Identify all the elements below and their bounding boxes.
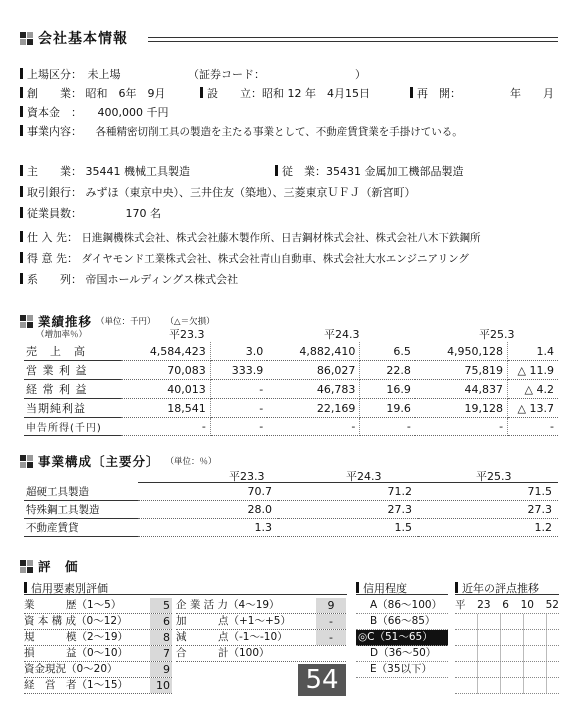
table-row (24, 380, 558, 399)
perf-cell: 44,837 (415, 380, 508, 399)
history-row (455, 598, 559, 614)
factor-label: 資金現況（0～20） (24, 663, 118, 675)
section-square-icon (20, 560, 33, 573)
comp-cell: 1.3 (138, 518, 278, 536)
perf-year-1: 平23.3 (169, 328, 205, 341)
comp-cell: 28.0 (138, 500, 278, 518)
grade-item: E（35以下） (356, 662, 448, 678)
table-row (24, 483, 558, 501)
perf-cell: 1.4 (508, 342, 558, 361)
history-empty-row (455, 646, 559, 662)
history-cell: 10 (520, 599, 534, 611)
history-cell: 6 (502, 599, 509, 611)
group-row: 系 列： 帝国ホールディングス株式会社 (20, 271, 238, 287)
comp-cell: 1.5 (278, 518, 418, 536)
comp-row-label: 超硬工具製造 (24, 483, 138, 501)
perf-cell: 86,027 (267, 361, 360, 380)
perf-cell: △ 13.7 (508, 399, 558, 418)
perf-cell: 3.0 (210, 342, 267, 361)
comp-year-2: 平24.3 (346, 470, 382, 483)
perf-cell: 4,584,423 (121, 342, 210, 361)
perf-cell: △ 11.9 (508, 361, 558, 380)
company-info-header (20, 28, 128, 48)
factor-score: 10 (150, 678, 172, 693)
growth-label: （増加率％） (36, 330, 88, 340)
perf-row-label: 申告所得(千円) (24, 418, 121, 436)
performance-rows (24, 342, 558, 436)
perf-cell: 6.5 (360, 342, 415, 361)
perf-row-label: 売 上 高 (24, 342, 121, 361)
comp-cell: 27.3 (418, 500, 558, 518)
grade-item: D（36～50） (356, 646, 448, 662)
total-score: 54 (298, 664, 346, 696)
factor-row (176, 614, 346, 630)
perf-cell: - (121, 418, 210, 436)
factor-row (176, 598, 346, 614)
left-factors (24, 598, 172, 694)
perf-cell: 22,169 (267, 399, 360, 418)
perf-cell: - (508, 418, 558, 436)
factor-score: 9 (316, 598, 346, 613)
perf-cell: 16.9 (360, 380, 415, 399)
page-title: 会社基本情報 (38, 31, 128, 47)
perf-row-label: 当期純利益 (24, 399, 121, 418)
perf-row-label: 営 業 利 益 (24, 361, 121, 380)
table-row (24, 518, 558, 536)
factors-title: 信用要素別評価 (24, 580, 108, 596)
history-cell: 52 (545, 599, 559, 611)
perf-year-3: 平25.3 (479, 328, 515, 341)
comp-cell: 27.3 (278, 500, 418, 518)
perf-cell: 333.9 (210, 361, 267, 380)
factor-label: 合 計（100） (176, 647, 270, 659)
grade-item: A（86～100） (356, 598, 448, 614)
comp-cell: 70.7 (138, 483, 278, 501)
history-title: 近年の評点推移 (455, 580, 539, 596)
table-row (24, 342, 558, 361)
employees-row: 従業員数： 170 名 (20, 205, 161, 221)
perf-cell: - (360, 418, 415, 436)
business-row: 事業内容： 各種精密切削工具の製造を主たる事業として、不動産賃貸業を手掛けている。 (20, 123, 463, 139)
factor-row (176, 646, 346, 662)
perf-cell: 70,083 (121, 361, 210, 380)
founded-row: 創 業： 昭和 6年 9月 設 立：昭和 12 年 4月15日 再 開： 年 月 (20, 85, 166, 101)
right-factors (176, 598, 346, 662)
factor-label: 減 点（-1～-10） (176, 631, 288, 643)
perf-cell: - (267, 418, 360, 436)
table-row (24, 418, 558, 436)
evaluation-header: 評 価 (20, 557, 79, 575)
grade-item: B（66～85） (356, 614, 448, 630)
perf-year-2: 平24.3 (324, 328, 360, 341)
history-empty-row (455, 614, 559, 630)
history-cell: 23 (477, 599, 491, 611)
title-rule (148, 37, 558, 42)
factor-label: 業 歴（1～5） (24, 599, 122, 611)
banks-row: 取引銀行： みずほ（東京中央）、三井住友（築地）、三菱東京ＵＦＪ（新宮町） (20, 184, 416, 200)
factor-row (24, 646, 172, 662)
comp-cell: 1.2 (418, 518, 558, 536)
grade-item: ◎C（51～65） (356, 630, 448, 646)
grade-title: 信用程度 (356, 580, 407, 596)
main-business-row: 主 業： 35441 機械工具製造 従 業：35431 金属加工機部品製造 (20, 163, 190, 179)
table-row (24, 361, 558, 380)
perf-cell: - (210, 380, 267, 399)
factor-label: 経 営 者（1～15） (24, 679, 129, 691)
perf-cell: 4,882,410 (267, 342, 360, 361)
factor-score: 9 (150, 662, 172, 677)
grade-list (356, 598, 448, 678)
factor-label: 資 本 構 成（0～12） (24, 615, 128, 627)
composition-table (24, 468, 558, 537)
factor-row (24, 614, 172, 630)
factor-label: 規 模（2～19） (24, 631, 129, 643)
factor-row (24, 630, 172, 646)
table-row (24, 399, 558, 418)
comp-year-1: 平23.3 (229, 470, 265, 483)
factor-score: 5 (150, 598, 172, 613)
factor-score: 6 (150, 614, 172, 629)
perf-cell: 75,819 (415, 361, 508, 380)
listing-row: 上場区分： 未上場 （証券コード： ） (20, 66, 121, 82)
perf-cell: 40,013 (121, 380, 210, 399)
history-grid (455, 598, 559, 694)
factor-score: 7 (150, 646, 172, 661)
comp-cell: 71.2 (278, 483, 418, 501)
perf-cell: 4,950,128 (415, 342, 508, 361)
factor-row (24, 678, 172, 694)
comp-year-3: 平25.3 (476, 470, 512, 483)
perf-cell: - (210, 399, 267, 418)
factor-label: 企 業 活 力（4～19） (176, 599, 280, 611)
factor-label: 加 点（+1～+5） (176, 615, 291, 627)
comp-row-label: 特殊鋼工具製造 (24, 500, 138, 518)
factor-row (176, 630, 346, 646)
perf-cell: 19.6 (360, 399, 415, 418)
factor-score: - (316, 630, 346, 645)
comp-cell: 71.5 (418, 483, 558, 501)
history-cell: 平 (455, 599, 466, 611)
table-row (24, 500, 558, 518)
factor-score: - (316, 614, 346, 629)
section-square-icon (20, 455, 33, 468)
factor-score (316, 646, 346, 661)
performance-table (24, 326, 558, 436)
section-square-icon (20, 32, 33, 45)
perf-cell: - (210, 418, 267, 436)
history-empty-row (455, 678, 559, 694)
perf-cell: 22.8 (360, 361, 415, 380)
customers-row: 得 意 先： ダイヤモンド工業株式会社、株式会社青山自動車、株式会社大水エンジニアリング (20, 250, 469, 266)
perf-cell: 19,128 (415, 399, 508, 418)
perf-cell: 18,541 (121, 399, 210, 418)
composition-header: 事業構成〔主要分〕 （単位：％） (20, 452, 217, 470)
factor-score: 8 (150, 630, 172, 645)
comp-row-label: 不動産賃貸 (24, 518, 138, 536)
perf-cell: △ 4.2 (508, 380, 558, 399)
factor-row (24, 662, 172, 678)
history-empty-row (455, 662, 559, 678)
composition-rows (24, 482, 558, 537)
factor-label: 損 益（0～10） (24, 647, 129, 659)
suppliers-row: 仕 入 先： 日進鋼機株式会社、株式会社藤木製作所、日吉鋼材株式会社、株式会社八木下鉄鋼所 (20, 229, 481, 245)
factor-row (24, 598, 172, 614)
history-empty-row (455, 630, 559, 646)
perf-cell: 46,783 (267, 380, 360, 399)
perf-row-label: 経 常 利 益 (24, 380, 121, 399)
perf-cell: - (415, 418, 508, 436)
performance-header: 業績推移 （単位：千円） （△＝欠損） (20, 312, 215, 330)
capital-row: 資本金 ： 400,000 千円 (20, 104, 168, 120)
